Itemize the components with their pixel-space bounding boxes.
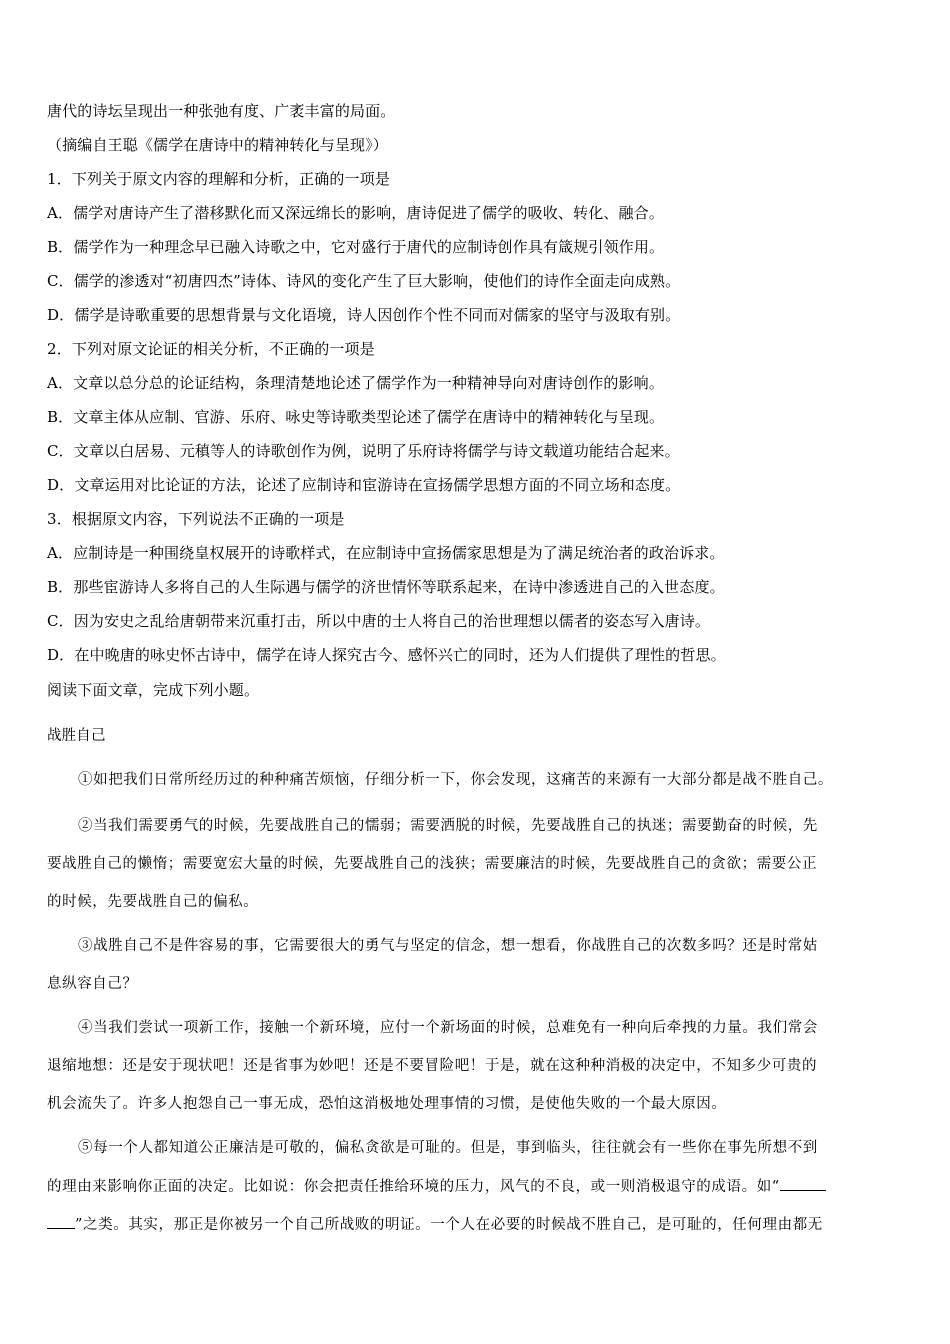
question-2-option-d: D．文章运用对比论证的方法，论述了应制诗和宦游诗在宣扬儒学思想方面的不同立场和态度。 bbox=[47, 476, 681, 494]
source-citation: （摘编自王聪《儒学在唐诗中的精神转化与呈现》） bbox=[47, 136, 388, 154]
essay-paragraph-5-line-3-text: ”之类。其实，那正是你被另一个自己所战败的明证。一个人在必要的时候战不胜自己，是可耻的，任何理由都无 bbox=[75, 1217, 823, 1233]
essay-paragraph-5-line-3 bbox=[47, 1214, 907, 1235]
question-3-option-c: C．因为安史之乱给唐朝带来沉重打击，所以中唐的士人将自己的治世理想以儒者的姿态写入唐诗。 bbox=[47, 612, 711, 630]
essay-title: 战胜自己 bbox=[47, 728, 106, 744]
essay-paragraph-3-line-1: ③战胜自己不是件容易的事，它需要很大的勇气与坚定的信念，想一想看，你战胜自己的次数多吗？还是时常姑 bbox=[78, 938, 818, 954]
essay-paragraph-3-line-2: 息纵容自己？ bbox=[47, 976, 138, 992]
essay-paragraph-2-line-1: ②当我们需要勇气的时候，先要战胜自己的懦弱；需要洒脱的时候，先要战胜自己的执迷；需要勤奋的时候，先 bbox=[78, 818, 818, 834]
question-2-option-a: A．文章以总分总的论证结构，条理清楚地论述了儒学作为一种精神导向对唐诗创作的影响。 bbox=[47, 374, 664, 392]
question-2-option-b: B．文章主体从应制、官游、乐府、咏史等诗歌类型论述了儒学在唐诗中的精神转化与呈现。 bbox=[47, 408, 665, 426]
question-3-option-a: A．应制诗是一种围绕皇权展开的诗歌样式，在应制诗中宣扬儒家思想是为了满足统治者的政治诉求。 bbox=[47, 544, 725, 562]
essay-paragraph-4-line-3: 机会流失了。许多人抱怨自己一事无成，恐怕这消极地处理事情的习惯，是使他失败的一个最大原因。 bbox=[47, 1096, 727, 1112]
reading-instruction: 阅读下面文章，完成下列小题。 bbox=[47, 681, 260, 699]
question-3-option-b: B．那些宦游诗人多将自己的人生际遇与儒学的济世情怀等联系起来，在诗中渗透进自己的入世态度。 bbox=[47, 578, 725, 596]
question-2-stem: 2．下列对原文论证的相关分析，不正确的一项是 bbox=[47, 340, 375, 358]
question-1-option-b: B．儒学作为一种理念早已融入诗歌之中，它对盛行于唐代的应制诗创作具有箴规引领作用。 bbox=[47, 238, 665, 256]
question-1-stem: 1．下列关于原文内容的理解和分析，正确的一项是 bbox=[47, 170, 390, 188]
question-2-option-c: C．文章以白居易、元稹等人的诗歌创作为例，说明了乐府诗将儒学与诗文载道功能结合起来。 bbox=[47, 442, 680, 460]
essay-paragraph-1: ①如把我们日常所经历过的种种痛苦烦恼，仔细分析一下，你会发现，这痛苦的来源有一大部分都是战不胜自己。 bbox=[78, 772, 833, 788]
essay-paragraph-2-line-2: 要战胜自己的懒惰；需要宽宏大量的时候，先要战胜自己的浅狭；需要廉洁的时候，先要战胜自己的贪欲；需要公正 bbox=[47, 856, 818, 872]
question-1-option-a: A．儒学对唐诗产生了潜移默化而又深远绵长的影响，唐诗促进了儒学的吸收、转化、融合。 bbox=[47, 204, 664, 222]
question-3-stem: 3．根据原文内容，下列说法不正确的一项是 bbox=[47, 510, 345, 528]
essay-paragraph-5-line-2-text: 的理由来影响你正面的决定。比如说：你会把责任推给环境的压力，风气的不良，或一则消极退守的成语。如“ bbox=[47, 1179, 780, 1195]
question-3-option-d: D．在中晚唐的咏史怀古诗中，儒学在诗人探究古今、感怀兴亡的同时，还为人们提供了理性的哲思。 bbox=[47, 646, 726, 664]
context-line: 唐代的诗坛呈现出一种张弛有度、广袤丰富的局面。 bbox=[47, 102, 396, 120]
question-1-option-d: D．儒学是诗歌重要的思想背景与文化语境，诗人因创作个性不同而对儒家的坚守与汲取有别。 bbox=[47, 306, 681, 324]
essay-paragraph-4-line-1: ④当我们尝试一项新工作，接触一个新环境，应付一个新场面的时候，总难免有一种向后牵拽的力量。我们常会 bbox=[78, 1020, 818, 1036]
fill-in-blank bbox=[780, 1176, 826, 1191]
essay-paragraph-2-line-3: 的时候，先要战胜自己的偏私。 bbox=[47, 894, 259, 910]
fill-in-blank-continued bbox=[47, 1214, 75, 1229]
question-1-option-c: C．儒学的渗透对“初唐四杰”诗体、诗风的变化产生了巨大影响，使他们的诗作全面走向成熟。 bbox=[47, 272, 681, 290]
essay-paragraph-5-line-2 bbox=[47, 1176, 907, 1197]
essay-paragraph-5-line-1: ⑤每一个人都知道公正廉洁是可敬的，偏私贪欲是可耻的。但是，事到临头，往往就会有一些你在事先所想不到 bbox=[78, 1140, 818, 1156]
essay-paragraph-4-line-2: 退缩地想：还是安于现状吧！还是省事为妙吧！还是不要冒险吧！于是，就在这种种消极的决定中，不知多少可贵的 bbox=[47, 1058, 818, 1074]
